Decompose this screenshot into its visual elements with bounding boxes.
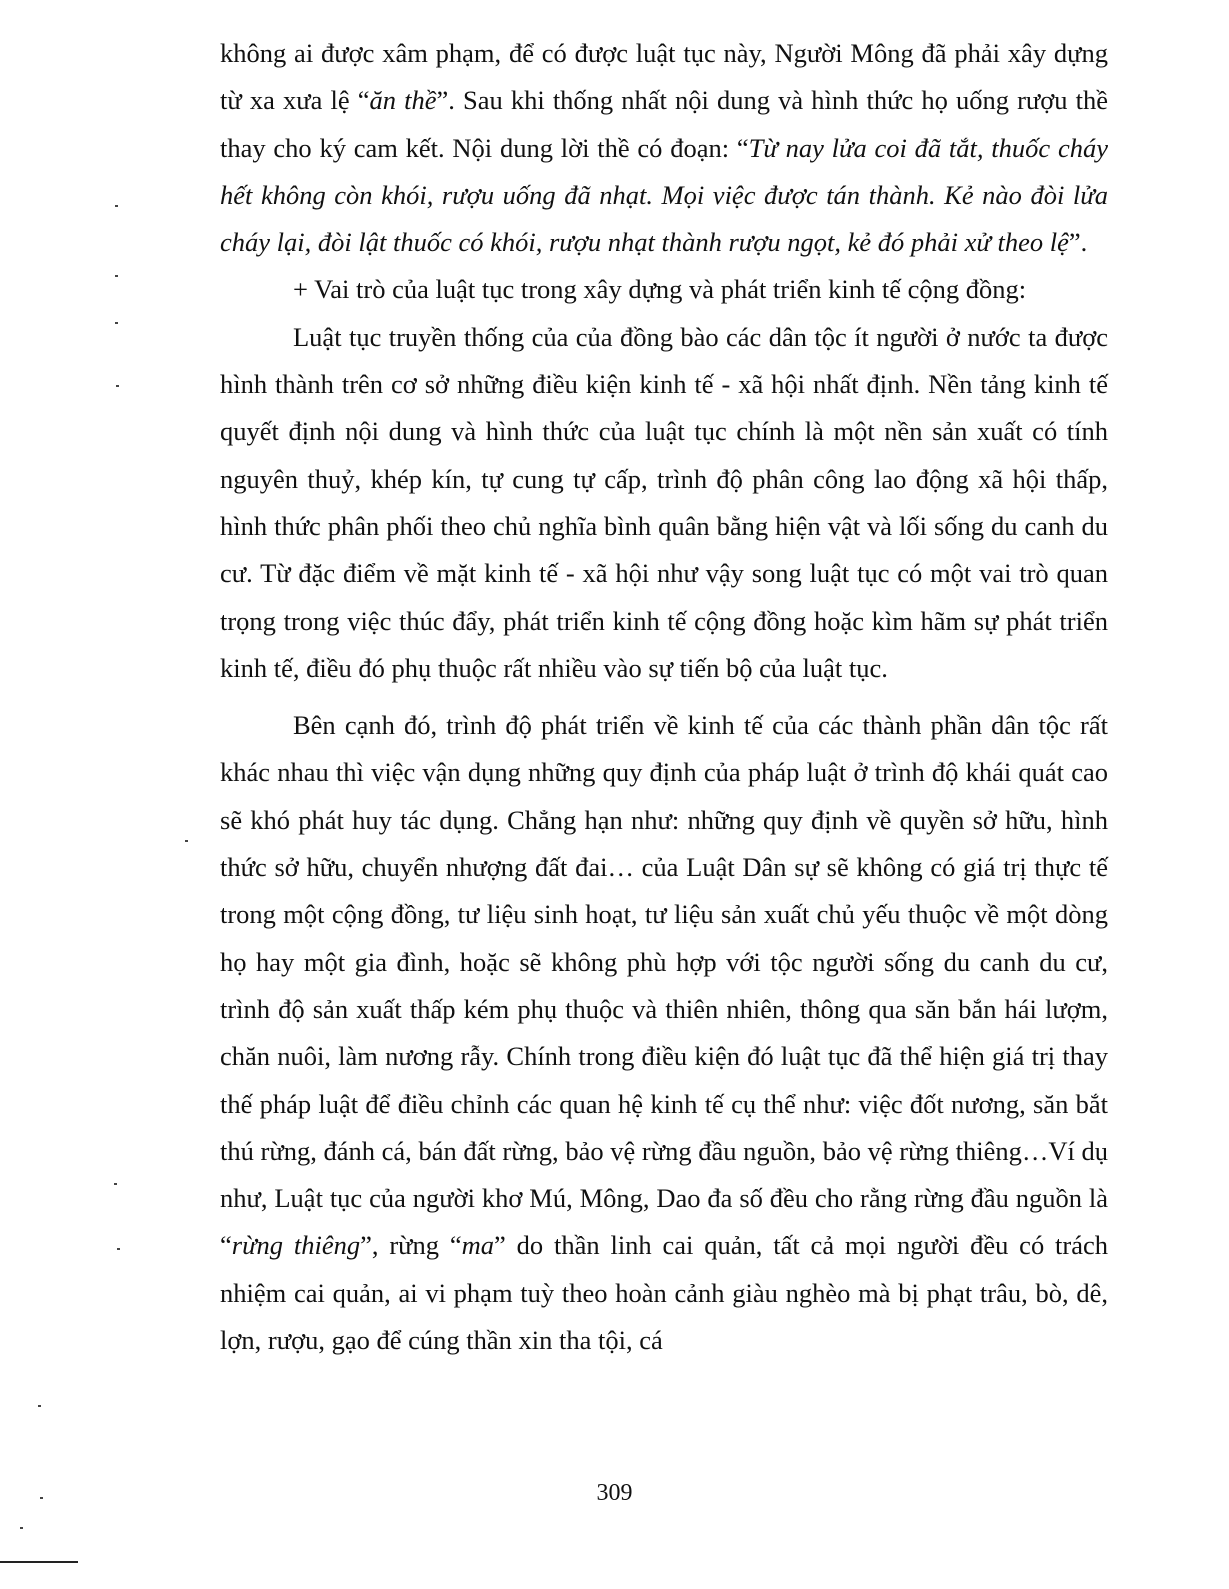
emphasis-text: Từ nay lửa coi đã tắt, thuốc cháy hết không còn khói, rượu uống đã nhạt. Mọi việc được tán thành. Kẻ nào đòi lửa cháy lại, đòi lật thuốc có khói, rượu nhạt thành rượu ngọt, kẻ đó phải xử theo lệ [220,132,1108,258]
emphasis-sacred-forest: rừng thiêng [231,1230,361,1261]
scan-speck [20,1527,23,1529]
paragraph-oath [220,30,1108,266]
scan-speck [185,840,188,842]
emphasis-text: ăn thề [369,85,437,116]
scan-speck [115,275,118,277]
body-text [220,30,1108,1364]
paragraph-text: Bên cạnh đó, trình độ phát triển về kinh tế của các thành phần dân tộc rất khác nhau thì việc vận dụng những quy định của pháp luật ở trình độ khái quát cao sẽ khó phát huy tác dụng. Chẳng hạn như: những quy định về quyền sở hữu, hình thức sở hữu, chuyển nhượng đất đai… của Luật Dân sự sẽ không có giá trị thực tế trong một cộng đồng, tư liệu sinh hoạt, tư liệu sản xuất chủ yếu thuộc về một dòng họ hay một gia đình, hoặc sẽ không phù hợp với tộc người sống du canh du cư, trình độ sản xuất thấp kém phụ thuộc và thiên nhiên, thông qua săn bắn hái lượm, chăn nuôi, làm nương rẫy. Chính trong điều kiện đó luật tục đã thể hiện giá trị thay thế pháp luật để điều chỉnh các quan hệ kinh tế cụ thể như: việc đốt nương, săn bắt thú rừng, đánh cá, bán đất rừng, bảo vệ rừng đầu nguồn, bảo vệ rừng thiêng…Ví dụ như, Luật tục của người khơ Mú, Mông, Dao đa số đều cho rằng rừng đầu nguồn là “ [220,710,1108,1261]
page-number: 309 [596,1480,633,1506]
paragraph-law-application [220,702,1108,1364]
scan-speck [114,1183,117,1185]
paragraph-text: ”, rừng “ [360,1230,462,1261]
emphasis-ghost: ma [461,1230,495,1261]
scan-speck [38,1405,41,1407]
scan-speck [115,205,118,207]
scan-speck [117,1248,120,1250]
scan-speck [115,322,118,324]
footer-rule [0,1561,78,1563]
paragraph-text: ”. Sau khi thống nhất nội dung và hình thức họ uống rượu thề thay cho ký cam kết. Nội dung lời thề có đoạn: “ [220,85,1109,163]
paragraph-text: không ai được xâm phạm, để có được luật tục này, Người Mông đã phải xây dựng từ xa xưa lệ “ [220,38,1108,116]
paragraph-economic-basis: Luật tục truyền thống của của đồng bào các dân tộc ít người ở nước ta được hình thành trên cơ sở những điều kiện kinh tế - xã hội nhất định. Nền tảng kinh tế quyết định nội dung và hình thức của luật tục chính là một nền sản xuất có tính nguyên thuỷ, khép kín, tự cung tự cấp, trình độ phân công lao động xã hội thấp, hình thức phân phối theo chủ nghĩa bình quân bằng hiện vật và lối sống du canh du cư. Từ đặc điểm về mặt kinh tế - xã hội như vậy song luật tục có một vai trò quan trọng trong việc thúc đẩy, phát triển kinh tế cộng đồng hoặc kìm hãm sự phát triển kinh tế, điều đó phụ thuộc rất nhiều vào sự tiến bộ của luật tục. [220,321,1108,683]
scan-speck [116,385,119,387]
paragraph-text: ” do thần linh cai quản, tất cả mọi người đều có trách nhiệm cai quản, ai vi phạm tuỳ theo hoàn cảnh giàu nghèo mà bị phạt trâu, bò, dê, lợn, rượu, gạo để cúng thần xin tha tội, cá [220,1230,1108,1356]
scan-speck [40,1497,43,1499]
paragraph-text: ”. [1068,227,1088,258]
section-heading-economic-role: + Vai trò của luật tục trong xây dựng và phát triển kinh tế cộng đồng: [293,274,1027,305]
